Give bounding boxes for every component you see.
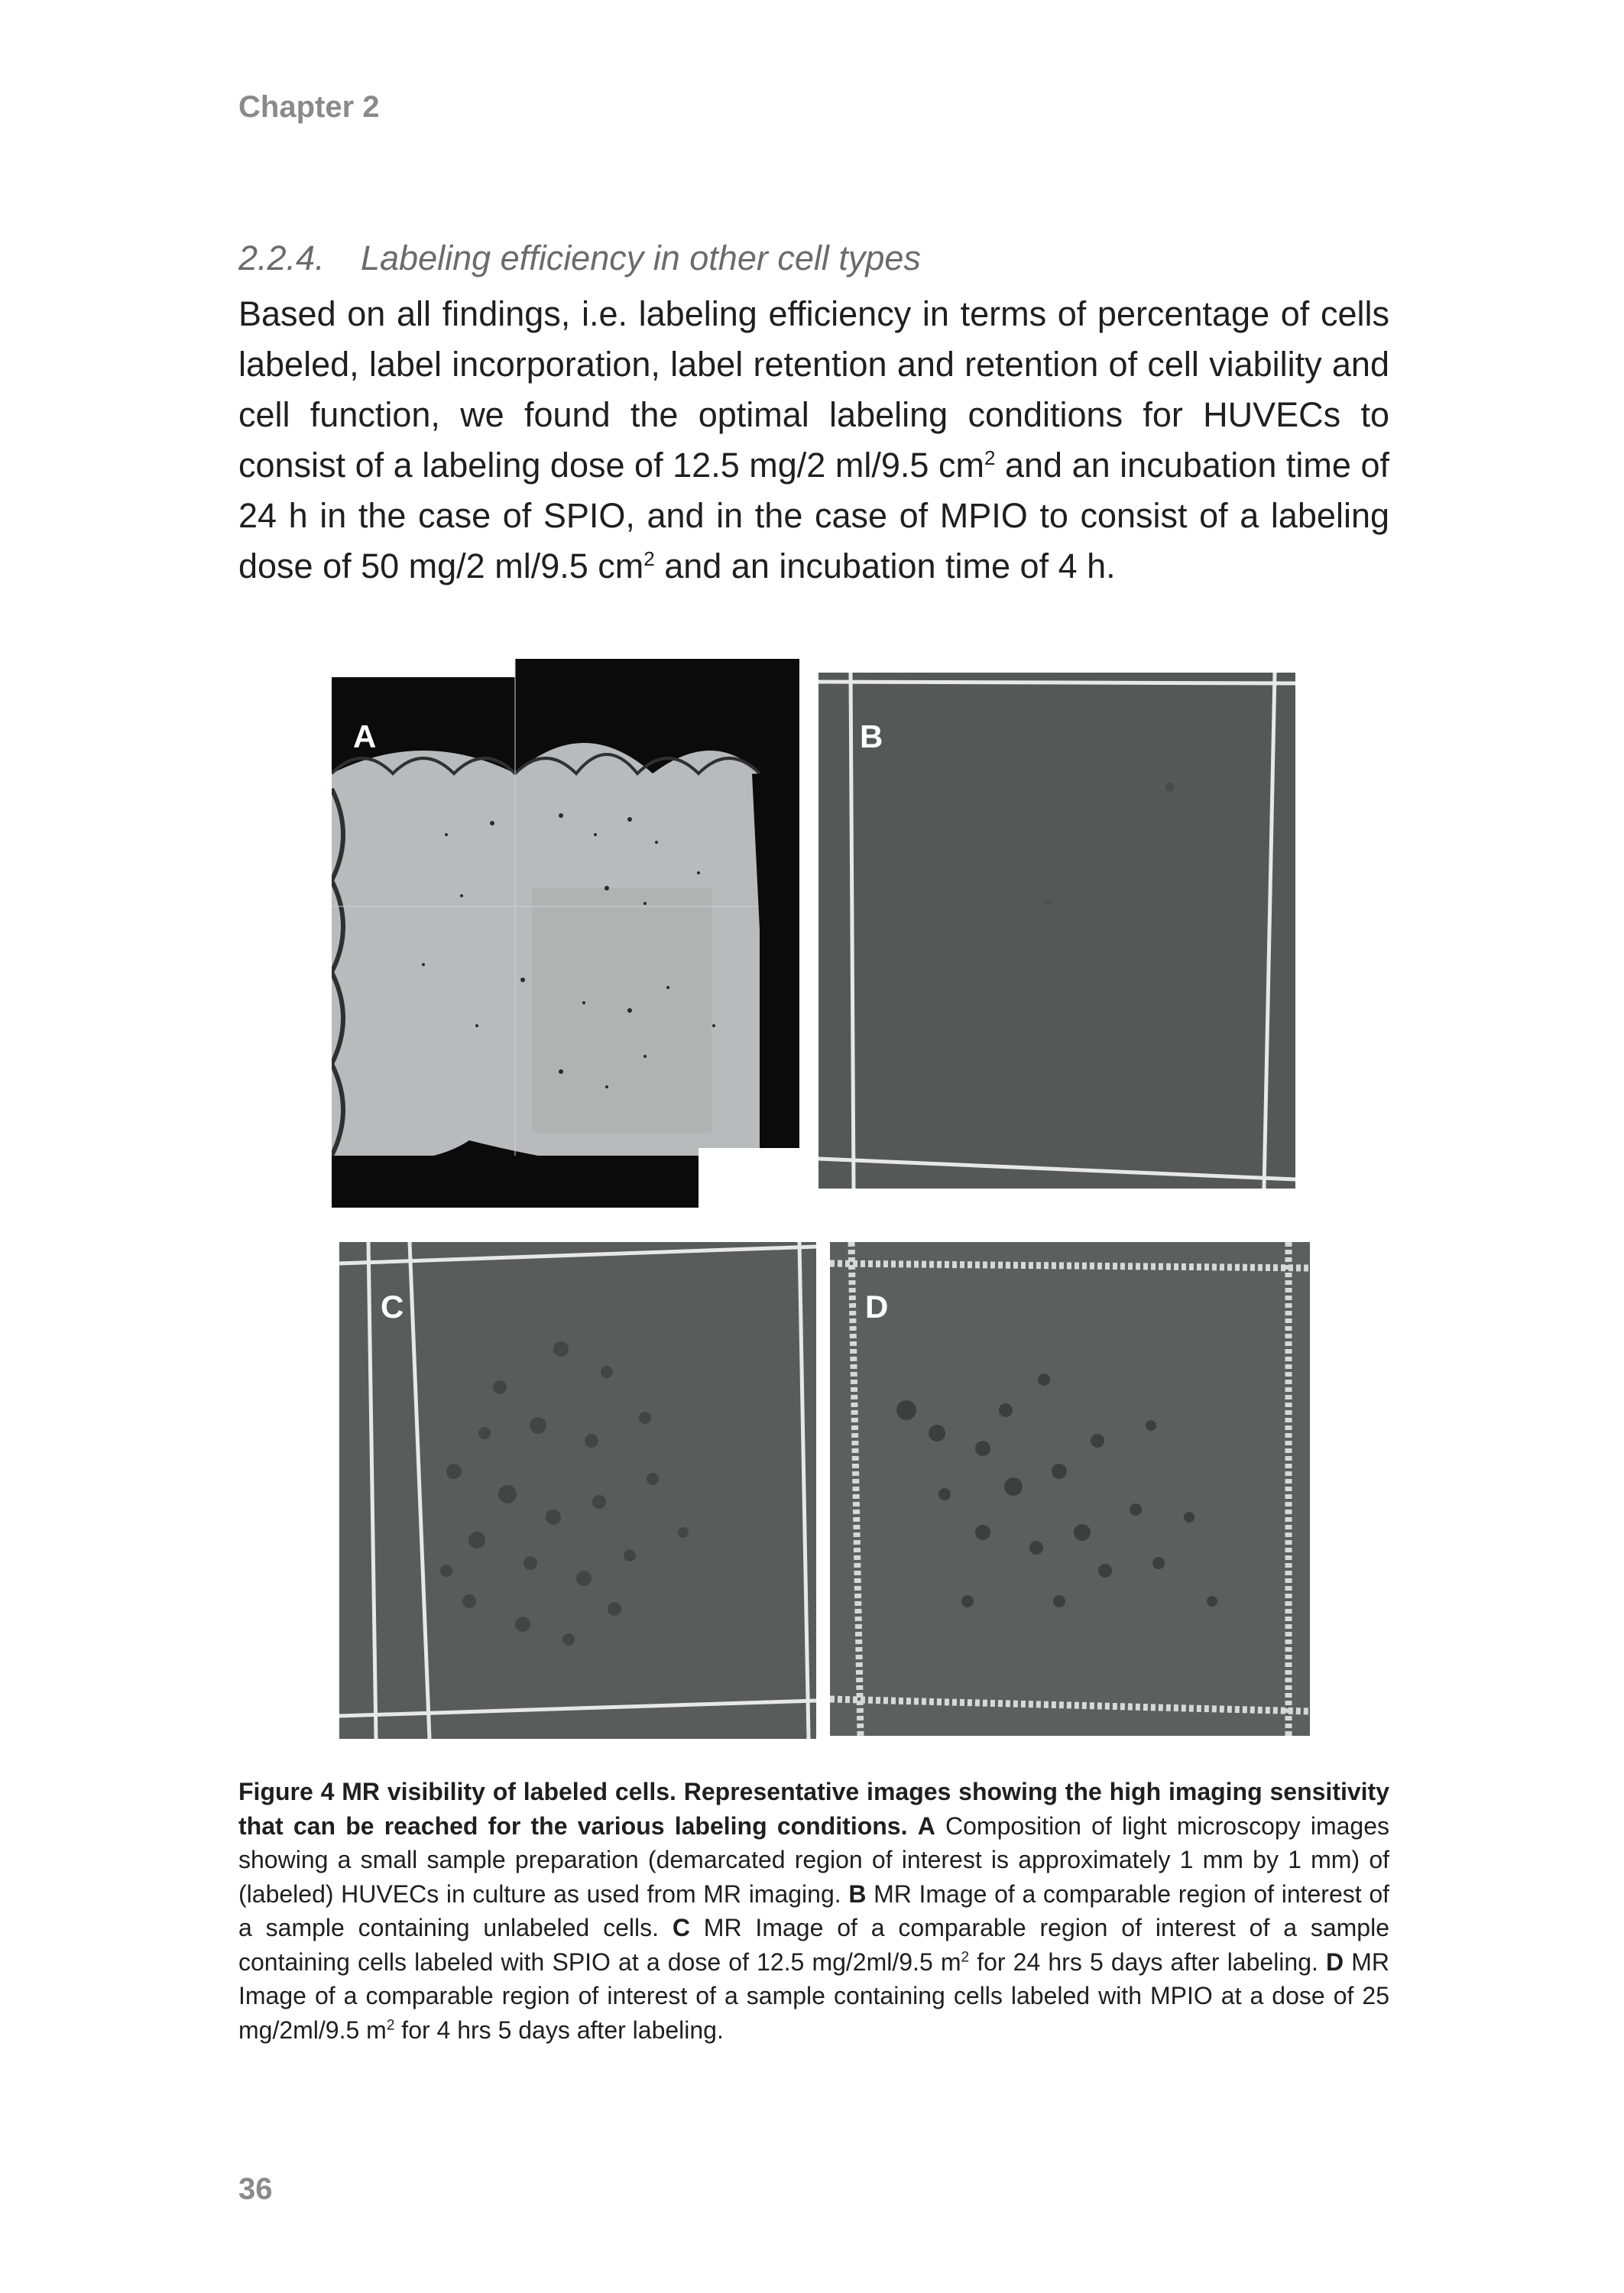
body-text-part-1: Based on all findings, i.e. labeling efficiency in terms of percentage of cells labeled, label incorporation, label retention and retention of cell viability and cell function, we found the optimal labeling conditions for HUVECs to consist of a labeling dose of 12.5 mg/2 ml/9.5 cm	[238, 294, 1389, 485]
figure-caption	[238, 1775, 1389, 2047]
body-superscript-1: 2	[984, 446, 996, 469]
caption-label-c: C	[672, 1914, 690, 1941]
panel-a-image	[332, 659, 799, 1208]
figure-panel-d	[830, 1242, 1310, 1736]
panel-b-image	[818, 673, 1295, 1189]
caption-title: Figure 4 MR visibility of labeled cells. Representative images showing the high imaging sensitivity that can be reached for the various labeling conditions.	[238, 1778, 1389, 1840]
panel-label-a: A	[353, 718, 377, 754]
figure-panel-c	[339, 1242, 816, 1739]
caption-label-d: D	[1326, 1948, 1344, 1976]
panel-c-image	[339, 1242, 816, 1739]
caption-text-d-2: for 4 hrs 5 days after labeling.	[394, 2016, 724, 2044]
section-title: Labeling efficiency in other cell types	[361, 238, 921, 277]
body-paragraph	[238, 289, 1389, 592]
caption-text-d-1: MR Image of a comparable region of interest of a sample containing cells labeled with MPIO at a dose of 25 mg/2ml/9.5 m	[238, 1948, 1390, 2044]
caption-label-b: B	[848, 1879, 867, 1908]
page-number: 36	[238, 2172, 273, 2206]
caption-label-a: A	[917, 1811, 935, 1840]
caption-text-c-1: MR Image of a comparable region of interest of a sample containing cells labeled with SPIO at a dose of 12.5 mg/2ml/9.5 m	[238, 1914, 1390, 1976]
caption-superscript-d: 2	[386, 2016, 395, 2033]
chapter-header: Chapter 2	[238, 90, 380, 124]
panel-label-b: B	[860, 718, 883, 754]
body-text-part-2: and an incubation time of 24 h in the case of SPIO, and in the case of MPIO to consist of a labeling dose of 50 mg/2 ml/9.5 cm	[238, 446, 1389, 585]
body-superscript-2: 2	[643, 547, 655, 570]
figure-panel-b	[818, 673, 1295, 1189]
caption-text-c-2: for 24 hrs 5 days after labeling.	[969, 1948, 1327, 1976]
caption-superscript-c: 2	[961, 1948, 970, 1965]
section-heading	[238, 238, 921, 278]
caption-text-a: Composition of light microscopy images showing a small sample preparation (demarcated region of interest is approximately 1 mm by 1 mm) of (labeled) HUVECs in culture as used from MR imaging.	[238, 1811, 1390, 1908]
body-text-part-3: and an incubation time of 4 h.	[654, 546, 1116, 585]
section-number: 2.2.4.	[238, 238, 325, 277]
caption-text-b: MR Image of a comparable region of interest of a sample containing unlabeled cells.	[238, 1879, 1390, 1941]
figure-panel-a	[332, 659, 799, 1208]
panel-label-c: C	[381, 1289, 404, 1325]
panel-d-image	[830, 1242, 1310, 1736]
panel-label-d: D	[865, 1289, 889, 1325]
